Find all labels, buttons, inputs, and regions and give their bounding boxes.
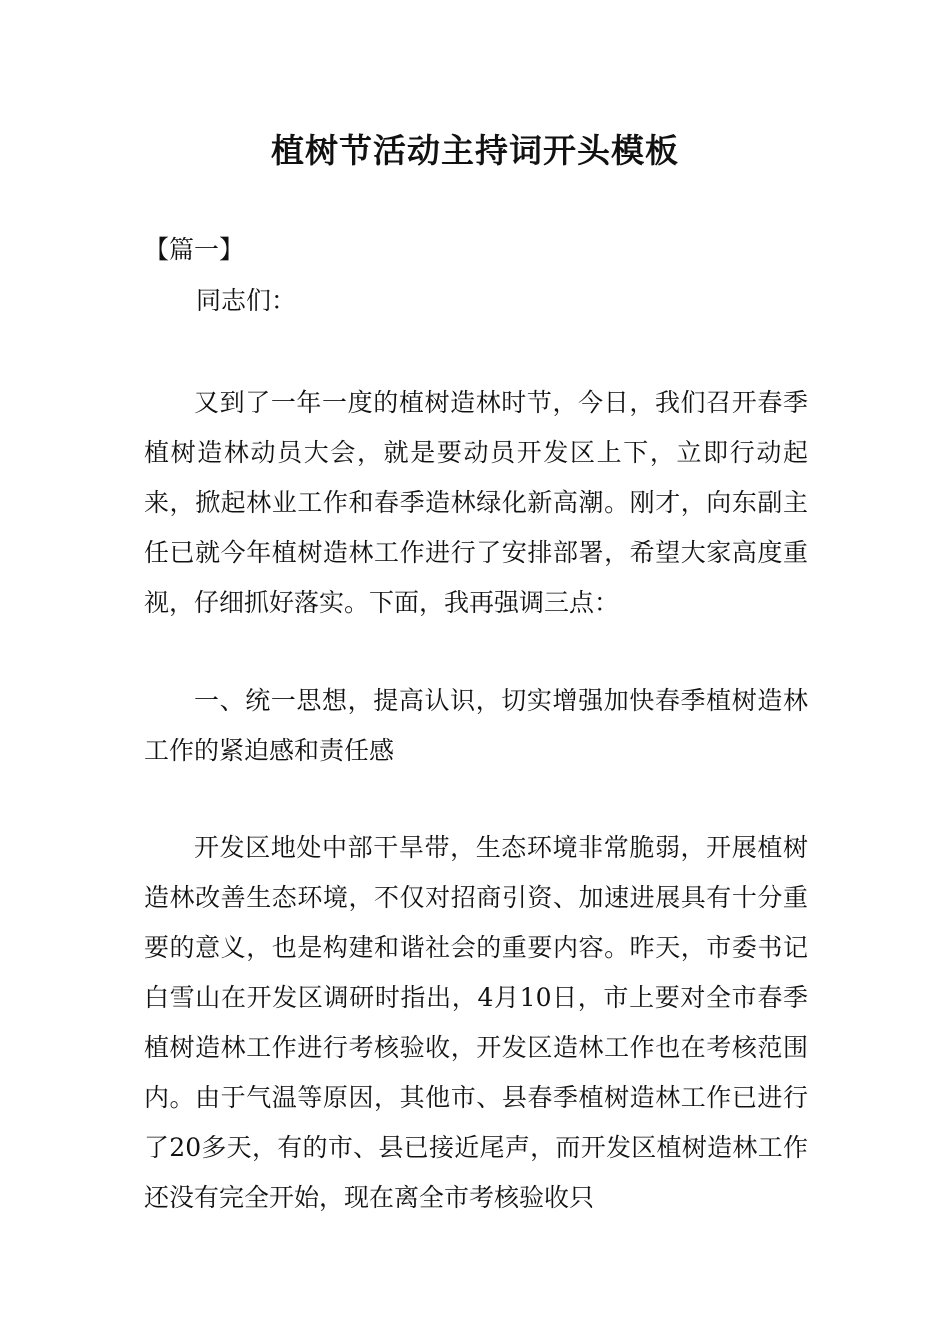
document-title: 植树节活动主持词开头模板 [271, 131, 679, 170]
salutation: 同志们： [196, 286, 297, 315]
section-heading: 一、统一思想，提高认识，切实增强加快春季植树造林工作的紧迫感和责任感 [144, 686, 808, 765]
body-paragraph: 开发区地处中部干旱带，生态环境非常脆弱，开展植树造林改善生态环境，不仅对招商引资、加速进展具有十分重要的意义，也是构建和谐社会的重要内容。昨天，市委书记白雪山在开发区调研时指出，4月10日，市上要对全市春季植树造林工作进行考核验收，开发区造林工作也在考核范围内。由于气温等原因，其他市、县春季植树造林工作已进行了20多天，有的市、县已接近尾声，而开发区植树造林工作还没有完全开始，现在离全市考核验收只 [144, 833, 808, 1212]
section-label: 【篇一】 [144, 235, 245, 264]
body-paragraph: 又到了一年一度的植树造林时节，今日，我们召开春季植树造林动员大会，就是要动员开发区上下，立即行动起来，掀起林业工作和春季造林绿化新高潮。刚才，向东副主任已就今年植树造林工作进行了安排部署，希望大家高度重视，仔细抓好落实。下面，我再强调三点： [144, 388, 808, 617]
